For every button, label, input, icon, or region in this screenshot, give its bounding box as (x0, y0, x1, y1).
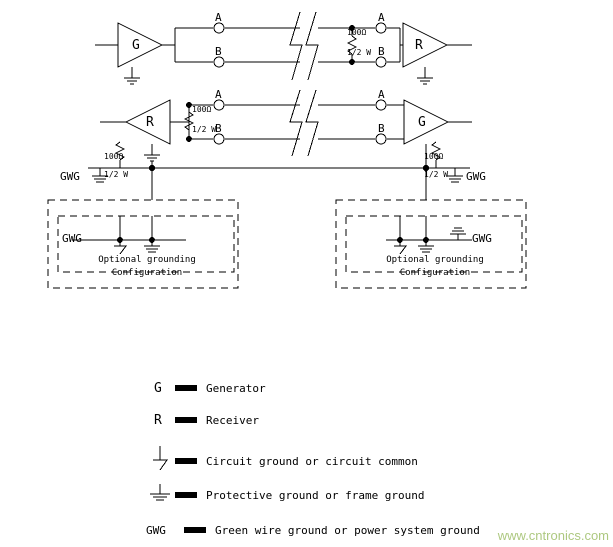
generator-symbol-bottom-right: G (418, 115, 426, 130)
gwg-label-left: GWG (60, 170, 80, 183)
termination-value-top-right: 100Ω (347, 28, 367, 37)
signal-label-a-bottom-right: A (378, 88, 385, 101)
gwg-label-box-left: GWG (62, 232, 82, 245)
legend-symbol-gwg: GWG (146, 524, 166, 537)
signal-label-b-top-right: B (378, 45, 385, 58)
signal-label-a-top: A (215, 11, 222, 24)
legend-text-protective-ground: Protective ground or frame ground (206, 489, 425, 502)
legend-symbol-receiver: R (154, 413, 162, 428)
bus-resistor-value-left: 100Ω (104, 152, 124, 161)
signal-label-b-top: B (215, 45, 222, 58)
signal-label-a-bottom-left: A (215, 88, 222, 101)
gwg-label-right: GWG (466, 170, 486, 183)
receiver-symbol-top-right: R (415, 38, 423, 53)
bus-resistor-power-right: 1/2 W (424, 170, 449, 179)
watermark: www.cntronics.com (497, 528, 609, 543)
bus-resistor-power-left: 1/2 W (104, 170, 129, 179)
bus-resistor-value-right: 100Ω (424, 152, 444, 161)
optional-grounding-text-right-2: Configuration (399, 268, 471, 278)
legend-text-receiver: Receiver (206, 414, 259, 427)
legend-text-gwg: Green wire ground or power system ground (215, 524, 480, 537)
receiver-symbol-bottom-left: R (146, 115, 154, 130)
receiver-triangle-top-right (403, 23, 447, 67)
signal-label-b-bottom-left: B (215, 122, 222, 135)
legend-text-circuit-ground: Circuit ground or circuit common (206, 455, 418, 468)
termination-power-bottom-left: 1/2 W (192, 125, 217, 134)
gwg-label-box-right: GWG (472, 232, 492, 245)
signal-label-a-top-right: A (378, 11, 385, 24)
termination-power-top-right: 1/2 W (347, 48, 372, 57)
signal-label-b-bottom-right: B (378, 122, 385, 135)
optional-grounding-text-right-1: Optional grounding (386, 255, 484, 265)
legend-symbol-generator: G (154, 381, 162, 396)
generator-triangle-bottom-right (404, 100, 448, 144)
optional-grounding-text-left-1: Optional grounding (98, 255, 196, 265)
optional-grounding-text-left-2: Configuration (111, 268, 183, 278)
legend-text-generator: Generator (206, 382, 266, 395)
termination-value-bottom-left: 100Ω (192, 105, 212, 114)
generator-triangle-top-left (118, 23, 162, 67)
generator-symbol-top-left: G (132, 38, 140, 53)
